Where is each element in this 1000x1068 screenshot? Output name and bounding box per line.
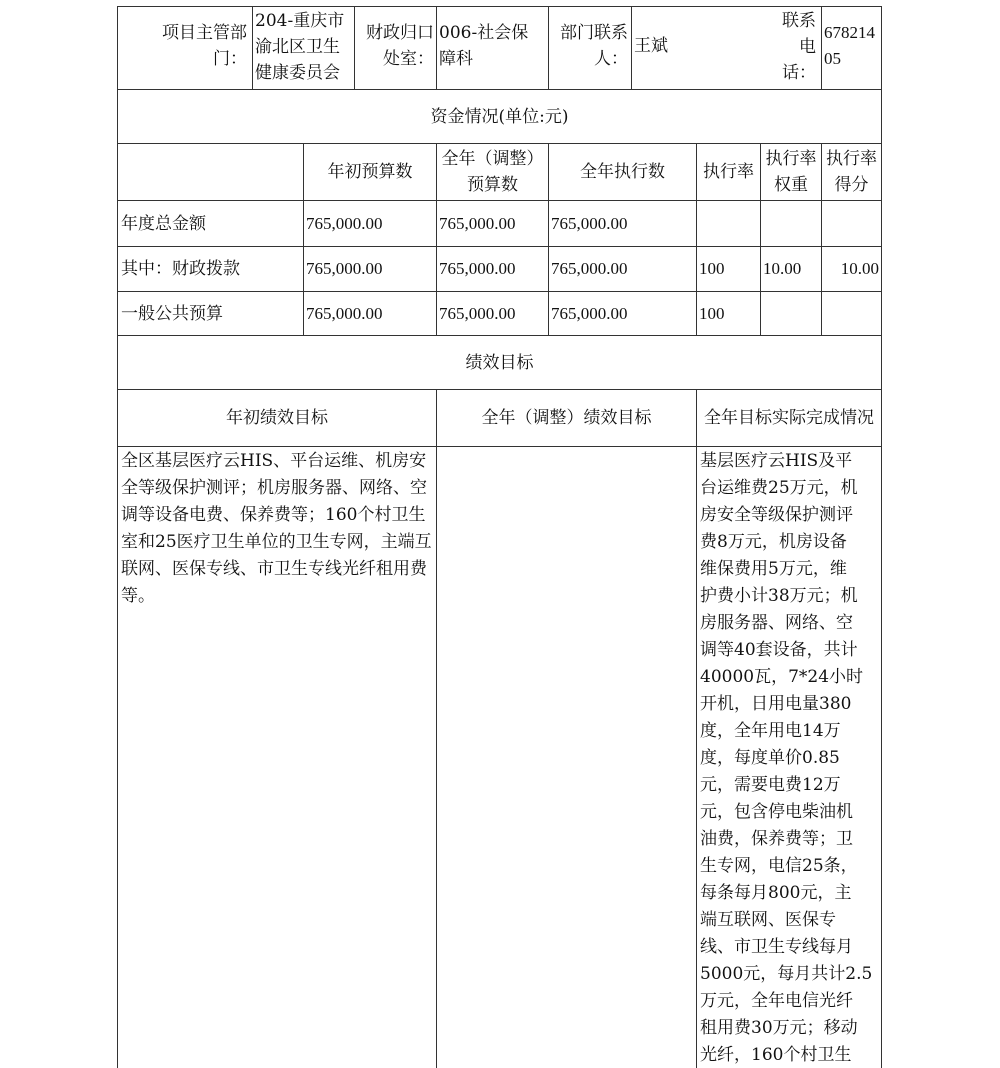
actual-result-line: 元，需要电费12万 — [700, 775, 841, 795]
col-header-adjusted: 全年（调整）预算数 — [441, 149, 544, 195]
phone-label: 联系电话： — [782, 11, 816, 83]
actual-result-line: 开机，日用电量380 — [700, 694, 852, 714]
actual-result-line: 房服务器、网络、空 — [700, 613, 853, 633]
funds-row-adjusted: 765,000.00 — [439, 303, 516, 323]
funds-row-adjusted: 765,000.00 — [439, 259, 516, 278]
initial-goal-text: 全区基层医疗云HIS、平台运维、机房安全等级保护测评；机房服务器、网络、空调等设备电费、保养费等；160个村卫生室和25医疗卫生单位的卫生专网，主端互联网、医保专线、市卫生专线光纤租用费等。 — [121, 451, 432, 606]
col-header-executed: 全年执行数 — [580, 162, 665, 182]
actual-result-line: 度，全年用电14万 — [700, 721, 841, 741]
dept-value: 204-重庆市渝北区卫生健康委员会 — [255, 11, 345, 83]
actual-result-line: 费8万元，机房设备 — [700, 532, 847, 552]
actual-result-line: 每条每月800元，主 — [700, 883, 852, 903]
vline — [696, 389, 697, 1068]
actual-result-text — [698, 448, 882, 1068]
funds-row-rate: 100 — [699, 259, 725, 278]
actual-result-line: 光纤，160个村卫生 — [700, 1045, 852, 1065]
actual-result-line: 5000元，每月共计2.5 — [700, 964, 873, 984]
vline — [354, 6, 355, 90]
dept-label: 项目主管部门： — [162, 23, 247, 69]
actual-result-line: 护费小计38万元；机 — [700, 586, 858, 606]
col-header-initial: 年初预算数 — [327, 162, 413, 182]
actual-result-line: 维保费用5万元，维 — [700, 559, 847, 579]
funds-row-score — [822, 292, 881, 335]
contact-label: 部门联系人： — [560, 23, 628, 69]
col-header-rate: 执行率 — [703, 162, 754, 182]
actual-result-line: 万元，全年电信光纤 — [700, 991, 853, 1011]
col-header-score: 执行率得分 — [826, 149, 877, 195]
actual-result-line: 调等40套设备，共计 — [700, 640, 858, 660]
actual-result-line: 生专网，电信25条， — [700, 856, 858, 876]
funds-row-rate: 100 — [699, 303, 725, 323]
funds-row-weight — [761, 292, 821, 335]
funds-row-executed: 765,000.00 — [551, 213, 628, 233]
col-header-initial-goal: 年初绩效目标 — [226, 408, 328, 428]
funds-row-weight — [761, 201, 821, 246]
col-header-adjusted-goal: 全年（调整）绩效目标 — [481, 408, 652, 428]
hline — [117, 6, 882, 7]
funds-section-title: 资金情况(单位:元) — [430, 106, 569, 127]
actual-result-line: 度，每度单价0.85 — [700, 748, 840, 768]
finance-label: 财政归口处室： — [366, 23, 434, 69]
funds-row-score — [822, 201, 881, 246]
actual-result-line: 线、市卫生专线每月 — [700, 937, 853, 957]
actual-result-line: 台运维费25万元，机 — [700, 478, 858, 498]
col-header-actual: 全年目标实际完成情况 — [704, 408, 874, 428]
funds-row-adjusted: 765,000.00 — [439, 213, 516, 233]
table-border-left — [117, 6, 118, 1068]
adjusted-goal-text — [437, 448, 696, 648]
funds-row-executed: 765,000.00 — [551, 303, 628, 323]
hline — [117, 446, 882, 447]
actual-result-line: 租用费30万元；移动 — [700, 1018, 858, 1038]
funds-row-executed: 765,000.00 — [551, 259, 628, 278]
funds-row-initial: 765,000.00 — [306, 213, 383, 233]
funds-row-name: 其中：财政拨款 — [121, 259, 240, 279]
funds-row-score: 10.00 — [840, 259, 879, 278]
actual-result-line: 元，包含停电柴油机 — [700, 802, 853, 822]
phone-value: 67821405 — [824, 23, 875, 68]
funds-row-name: 年度总金额 — [121, 213, 206, 234]
funds-row-weight: 10.00 — [763, 259, 802, 278]
funds-row-name: 一般公共预算 — [121, 303, 223, 324]
funds-row-initial: 765,000.00 — [306, 303, 383, 323]
actual-result-line: 端互联网、医保专 — [700, 910, 836, 930]
vline — [548, 6, 549, 90]
actual-result-line: 油费，保养费等；卫 — [700, 829, 853, 849]
actual-result-line: 40000瓦，7*24小时 — [700, 667, 864, 687]
funds-row-rate — [697, 201, 760, 246]
funds-row-initial: 765,000.00 — [306, 259, 383, 278]
finance-value: 006-社会保障科 — [439, 23, 529, 69]
performance-section-title: 绩效目标 — [465, 352, 534, 373]
actual-result-line: 基层医疗云HIS及平 — [700, 451, 853, 471]
col-header-weight: 执行率权重 — [765, 149, 817, 195]
actual-result-line: 房安全等级保护测评 — [700, 505, 853, 525]
contact-value: 王斌 — [634, 36, 668, 56]
